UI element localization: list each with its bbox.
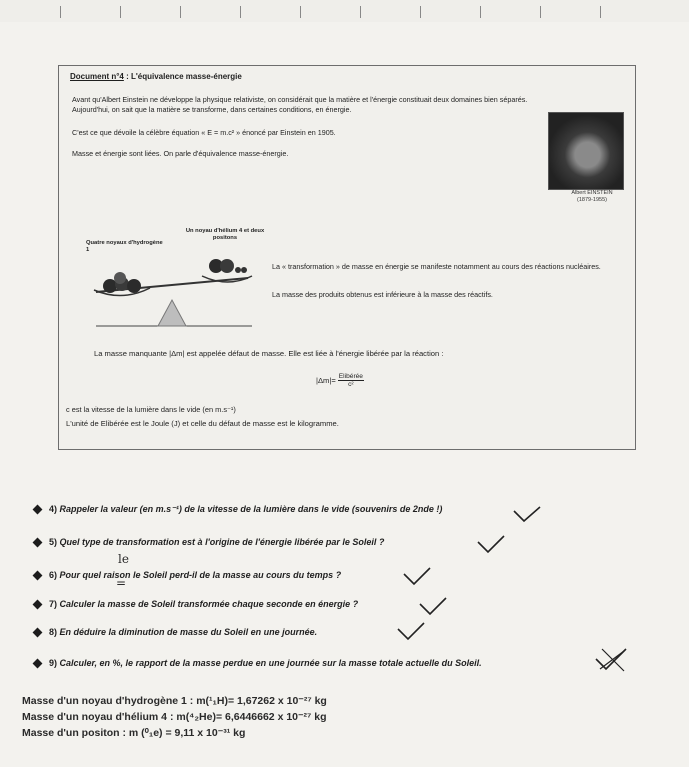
question-4 <box>34 504 442 515</box>
checkmark-icon <box>396 621 426 641</box>
hydrogen-nucleus <box>127 279 141 293</box>
bullet-icon <box>33 599 43 609</box>
helium-nucleus <box>220 259 234 273</box>
bullet-icon <box>33 505 43 515</box>
question-8 <box>34 627 317 637</box>
portrait-caption-name: Albert EINSTEIN <box>571 190 613 196</box>
tick <box>420 6 421 18</box>
question-number: 5) <box>49 537 58 547</box>
tick <box>120 6 121 18</box>
formula-fraction <box>338 373 364 388</box>
positron-mass: Masse d'un positon : m (⁰₁e) = 9,11 x 10⁻³¹ kg <box>22 727 246 739</box>
top-strip <box>0 0 689 22</box>
portrait-caption <box>554 190 630 204</box>
masses-data <box>22 693 327 741</box>
formula-numerator: Elibérée <box>338 373 363 380</box>
helium-mass: Masse d'un noyau d'hélium 4 : m(⁴₂He)= 6,6446662 x 10⁻²⁷ kg <box>22 711 327 723</box>
question-number: 7) <box>49 599 58 609</box>
question-number: 6) <box>49 570 58 580</box>
question-9 <box>34 658 482 668</box>
question-text: Rappeler la valeur (en m.s⁻¹) de la vitesse de la lumière dans le vide (souvenirs de 2nde !) <box>59 504 443 514</box>
question-text: Calculer la masse de Soleil transformée chaque seconde en énergie ? <box>59 599 359 609</box>
handwritten-annotation: = <box>116 576 127 590</box>
document-title-text: : L'équivalence masse-énergie <box>123 72 242 81</box>
formula-lhs: |Δm|= <box>316 376 336 385</box>
units-text: L'unité de Elibérée est le Joule (J) et celle du défaut de masse est le kilogramme. <box>66 419 339 428</box>
mass-defect-text: La masse manquante |Δm| est appelée défaut de masse. Elle est liée à l'énergie libérée par la réaction : <box>94 349 444 358</box>
tick <box>240 6 241 18</box>
question-text: Quel type de transformation est à l'origine de l'énergie libérée par le Soleil ? <box>59 537 385 547</box>
einstein-portrait <box>548 112 624 190</box>
crossed-checkmark-icon <box>594 647 630 673</box>
positron <box>241 267 247 273</box>
checkmark-icon <box>418 596 448 616</box>
tick <box>180 6 181 18</box>
einstein-equation-text: C'est ce que dévoile la célèbre équation « E = m.c² » énoncé par Einstein en 1905. <box>72 128 336 137</box>
bullet-icon <box>33 537 43 547</box>
checkmark-icon <box>512 505 542 523</box>
question-text: En déduire la diminution de masse du Soleil en une journée. <box>59 627 318 637</box>
question-5 <box>34 537 384 547</box>
question-6 <box>34 570 341 580</box>
tick <box>360 6 361 18</box>
tick <box>300 6 301 18</box>
question-7 <box>34 599 358 609</box>
tick <box>540 6 541 18</box>
question-text: Calculer, en %, le rapport de la masse perdue en une journée sur la masse totale actuelle du Soleil. <box>59 658 482 668</box>
formula-denominator: c² <box>348 381 354 388</box>
tick <box>60 6 61 18</box>
question-number: 9) <box>49 658 58 668</box>
balance-label-left: Quatre noyaux d'hydrogène 1 <box>86 240 163 253</box>
balance-label-right: Un noyau d'hélium 4 et deux positons <box>185 228 265 241</box>
positron <box>235 267 241 273</box>
document-number: Document n°4 <box>70 72 124 81</box>
mass-products-text: La masse des produits obtenus est inférieure à la masse des réactifs. <box>272 290 493 299</box>
mass-defect-formula <box>316 373 364 388</box>
question-number: 4) <box>49 504 58 514</box>
hydrogen-nucleus <box>114 272 126 284</box>
portrait-caption-dates: (1879-1955) <box>577 197 607 203</box>
bullet-icon <box>33 627 43 637</box>
bullet-icon <box>33 570 43 580</box>
checkmark-icon <box>402 566 432 586</box>
handwritten-annotation: le <box>118 552 129 566</box>
tick <box>480 6 481 18</box>
question-text: Pour quel raison le Soleil perd-il de la masse au cours du temps ? <box>59 570 342 580</box>
checkmark-icon <box>476 534 506 554</box>
balance-illustration <box>76 222 266 332</box>
bullet-icon <box>33 658 43 668</box>
hydrogen-mass: Masse d'un noyau d'hydrogène 1 : m(¹₁H)= 1,67262 x 10⁻²⁷ kg <box>22 695 327 707</box>
tick <box>600 6 601 18</box>
balance-pivot <box>158 300 186 326</box>
mass-energy-text: Masse et énergie sont liées. On parle d'équivalence masse-énergie. <box>72 149 289 158</box>
intro-paragraph: Avant qu'Albert Einstein ne développe la physique relativiste, on considérait que la matière et l'énergie constituait deux domaines bien séparés. Aujourd'hui, on sait que la matière se transforme, dans certaines conditions, en énergie. <box>72 95 528 114</box>
transformation-text: La « transformation » de masse en énergie se manifeste notamment au cours des réactions nucléaires. <box>272 262 601 271</box>
question-number: 8) <box>49 627 58 637</box>
document-title <box>70 72 242 81</box>
speed-of-light-text: c est la vitesse de la lumière dans le vide (en m.s⁻¹) <box>66 405 236 414</box>
